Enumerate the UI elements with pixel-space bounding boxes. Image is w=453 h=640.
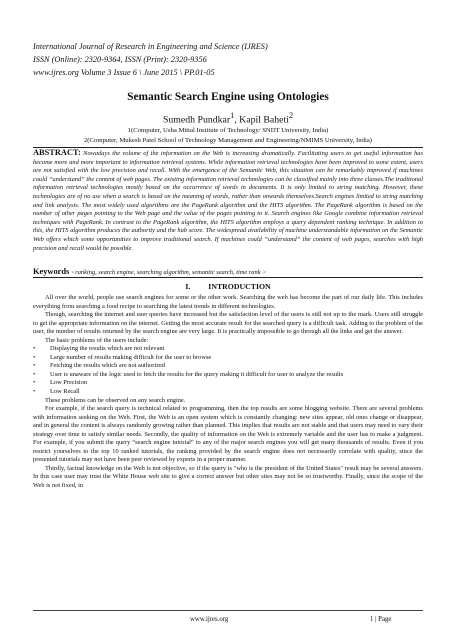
list-item-text: Large number of results making difficult for the user to browse: [50, 353, 212, 361]
section-title: INTRODUCTION: [208, 282, 271, 291]
list-item: [33, 345, 423, 354]
paragraph: All over the world, people use search engines for some or the other work. Searching the web has become the part of our daily life. This includes everything from searching a food recipe to searching the latest trends in different technologies.: [33, 294, 423, 310]
author-affiliation-mark: 1: [230, 111, 235, 120]
paragraph: Though, searching the internet and user queries have increased but the satisfaction level of the users is still not up to the mark. Users still struggle to get the appropriate information on the internet. Getting the most accurate result for the searched query is a difficult task. Adding to the problem of the user, the number of results returned by the search engine are very large. It is practically impossible to go through all the links and get the answer.: [33, 311, 423, 336]
author-name: Kapil Baheti: [239, 114, 289, 126]
keywords-text: <ranking, search engine, searching algorithm, semantic search, time rank >: [69, 269, 267, 276]
journal-name: International Journal of Research in Engineering and Science (IJRES): [33, 42, 268, 51]
list-item: [33, 371, 423, 380]
bullet: •: [33, 362, 36, 370]
keywords: [33, 267, 423, 277]
list-item-text: Low Recall: [50, 388, 80, 396]
list-item-text: Low Precision: [50, 379, 88, 387]
bullet: •: [33, 379, 36, 387]
affiliation: 1(Computer, Usha Mittal Institute of Technology/ SNDT University, India): [127, 127, 329, 134]
list-item-text: Displaying the results which are not relevant: [50, 345, 165, 353]
paragraph: The basic problems of the users include:: [45, 336, 149, 344]
keywords-label: Keywords: [33, 267, 70, 276]
abstract-text: Nowadays the volume of the information on the Web is increasing dramatically. Facilitating users to get useful information has become more and more important to information retrieval systems. While information retrieval technologies have been improved to some extent, users are not satisfied with the low precision and recall. With the emergence of the Semantic Web, this situation can be remarkably improved if machines could “understand” the content of web pages. The existing information retrieval technologies can be classified mainly into three classes.The traditional information retrieval technologies mostly based on the occurrence of words in documents. It is only limited to string matching. However, these technologies are of no use when a search is based on the meaning of words, rather than onwards themselves.Search engines limited to string matching and link analysis. The most widely used algorithms are the PageRank algorithm and the HITS algorithm. The PageRank algorithm is based on the number of other pages pointing to the Web page and the value of the pages pointing to it. Search engines like Google combine information retrieval techniques with PageRank. In contrast to the PageRank algorithm, the HITS algorithm employs a query dependent ranking technique. In addition to this, the HITS algorithm produces the authority and the hub score. The widespread availability of machine understandable information on the Semantic Web offers which some opportunities to improve traditional search. If machines could “understand” the content of web pages, searches with high precision and recall would be possible.: [33, 150, 423, 252]
bullet: •: [33, 345, 36, 353]
list-item: [33, 362, 423, 371]
author-name: Sumedh Pundkar: [162, 114, 231, 126]
paragraph: These problems can be observed on any search engine.: [45, 396, 186, 404]
author-list: [33, 111, 423, 125]
bullet: •: [33, 353, 36, 361]
journal-header: [33, 40, 423, 79]
abstract-label: ABSTRACT:: [33, 148, 81, 157]
paragraph: For example, if the search query is technical related to programming, then the top results are some blogging website. There are several problems with information seeking on the Web. First, the Web is an open system which is constantly changing: new sites appear, old ones change or disappear, and in general the content is always randomly growing rather than planned. This implies that results are not stable and that users may need to vary their strategy over time to satisfy similar needs. Secondly, the quality of information on the Web is extremely variable and the user has to make a judgment. For example, if you submit the query “search engine tutorial” to any of the major search engines you will get many thousands of results. Even if you restrict yourselves to the top 10 ranked tutorials, the ranking provided by the search engine does not necessarily correlate with quality, since the presented tutorials may not have been peer reviewed by experts in a proper manner.: [33, 405, 423, 464]
list-item-text: Fetching the results which are not authorized: [50, 362, 165, 370]
list-item-text: User is unaware of the logic used to fetch the results for the query making it difficult for user to analyze the results: [50, 370, 344, 378]
problem-list: [33, 345, 423, 396]
journal-issue: www.ijres.org Volume 3 Issue 6 \ June 2015 \ PP.01-05: [33, 68, 215, 77]
introduction-body: [33, 294, 423, 491]
keywords-bottom-rule: [33, 277, 423, 278]
affiliations: [33, 126, 423, 145]
page-number: 1 | Page: [370, 616, 392, 623]
section-heading: [33, 282, 423, 291]
list-item: [33, 354, 423, 363]
bullet: •: [33, 370, 36, 378]
bullet: •: [33, 388, 36, 396]
author-affiliation-mark: 2: [288, 111, 294, 120]
affiliation: 2(Computer, Mukesh Patel School of Technology Management and Engineering/NMIMS University, India): [83, 136, 373, 144]
footer-url: www.ijres.org: [190, 616, 229, 623]
abstract-top-rule: [33, 147, 423, 148]
paper-title: Semantic Search Engine using Ontologies: [127, 91, 329, 103]
journal-issn: ISSN (Online): 2320-9364, ISSN (Print): 2320-9356: [33, 55, 207, 64]
abstract: [33, 149, 423, 253]
section-number: I.: [185, 282, 191, 291]
footer-rule: [33, 610, 423, 611]
list-item: [33, 379, 423, 388]
author-separator: ,: [234, 114, 240, 126]
paragraph: Thirdly, factual knowledge on the Web is not objective, so if the query is "who is the president of the United States" result may be several answers. In this case user may trust the White House web site to give a correct answer but other sites may not be so trustworthy. Finally, since the scope of the Web is not fixed, in: [33, 464, 423, 490]
list-item: [33, 388, 423, 397]
